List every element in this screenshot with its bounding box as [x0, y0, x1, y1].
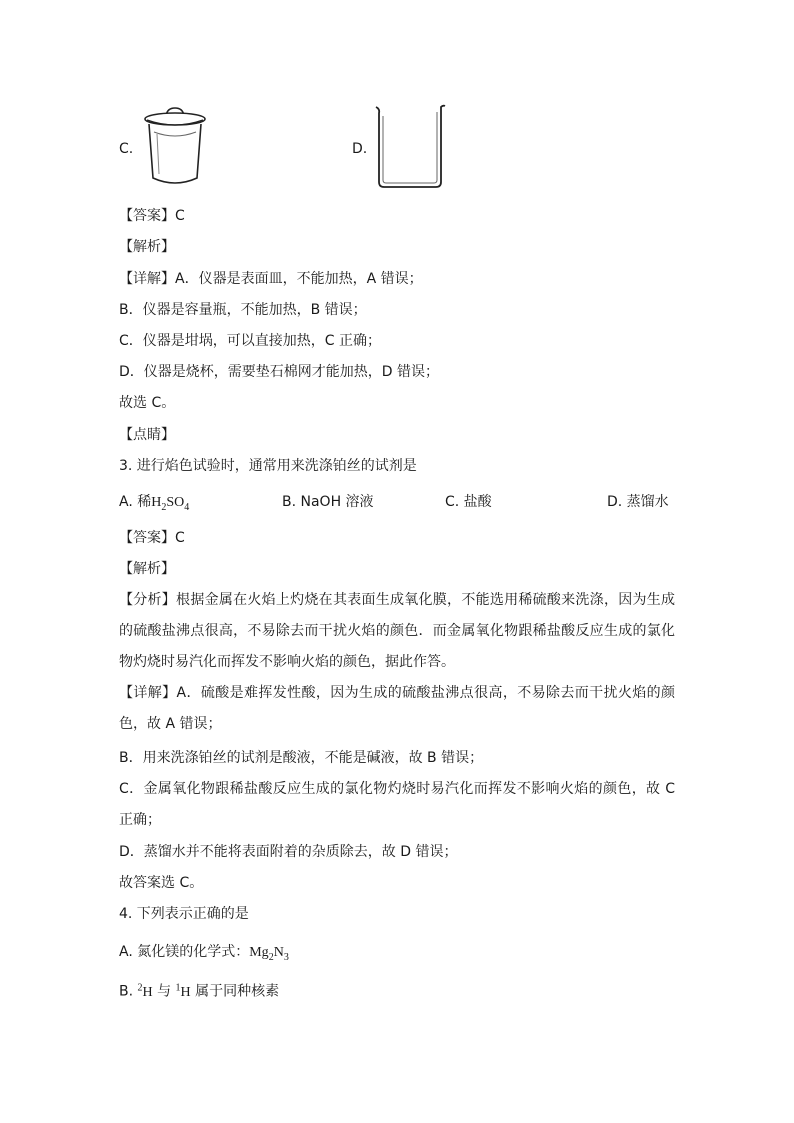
q3-detail-b: B．用来洗涤铂丝的试剂是酸液，不能是碱液，故 B 错误； — [119, 750, 484, 766]
beaker-icon — [372, 104, 448, 190]
q4-option-b — [119, 978, 279, 1003]
q2-comment-heading: 【点睛】 — [119, 427, 175, 443]
q3-option-a-formula: $H_2SO_4$ — [151, 495, 190, 513]
q4-option-b-isotope-2: $^1$H — [175, 982, 191, 1000]
q2-conclusion: 故选 C。 — [119, 395, 176, 411]
q2-detail-b: B．仪器是容量瓶，不能加热，B 错误； — [119, 302, 367, 318]
option-c-label: C. — [119, 141, 134, 157]
q3-option-a-prefix: A. 稀 — [119, 494, 152, 510]
q3-analysis-heading: 【解析】 — [119, 561, 175, 577]
q3-stem: 3. 进行焰色试验时，通常用来洗涤铂丝的试剂是 — [119, 458, 417, 474]
q2-detail-d: D．仪器是烧杯，需要垫石棉网才能加热，D 错误； — [119, 364, 440, 380]
q4-option-b-isotope-1: $^2$H — [137, 982, 153, 1000]
q4-option-b-mid: 与 — [152, 983, 176, 1000]
q3-detail-c: C．金属氧化物跟稀盐酸反应生成的氯化物灼烧时易汽化而挥发不影响火焰的颜色，故 C 正确； — [119, 781, 675, 828]
crucible-icon — [140, 104, 210, 190]
q2-detail-c: C．仪器是坩埚，可以直接加热，C 正确； — [119, 333, 381, 349]
q4-option-b-prefix: B. — [119, 983, 138, 1000]
q2-answer: 【答案】C — [119, 208, 185, 224]
q4-option-a — [119, 942, 289, 968]
q4-option-a-prefix: A. 氮化镁的化学式： — [119, 944, 250, 960]
q3-answer: 【答案】C — [119, 530, 185, 546]
q2-detail-a: 【详解】A．仪器是表面皿，不能加热，A 错误； — [119, 271, 423, 287]
q4-option-a-formula: $Mg_2N_3$ — [249, 945, 289, 963]
q3-option-c: C. 盐酸 — [445, 494, 492, 510]
q4-option-b-suffix: 属于同种核素 — [190, 983, 280, 1000]
q3-conclusion: 故答案选 C。 — [119, 875, 204, 891]
q3-detail-a: 【详解】A．硫酸是难挥发性酸，因为生成的硫酸盐沸点很高，不易除去而干扰火焰的颜色，故 A 错误； — [119, 685, 675, 732]
q3-option-a — [119, 492, 189, 518]
q3-detail-d: D．蒸馏水并不能将表面附着的杂质除去，故 D 错误； — [119, 844, 458, 860]
q2-analysis-heading: 【解析】 — [119, 239, 175, 255]
q4-stem: 4. 下列表示正确的是 — [119, 906, 249, 922]
option-d-label: D. — [352, 141, 368, 157]
q3-option-b: B. NaOH 溶液 — [282, 494, 374, 510]
q3-fenxi: 【分析】根据金属在火焰上灼烧在其表面生成氧化膜，不能选用稀硫酸来洗涤，因为生成的硫酸盐沸点很高，不易除去而干扰火焰的颜色．而金属氧化物跟稀盐酸反应生成的氯化物灼烧时易汽化而挥发不影响火焰的颜色，据此作答。 — [119, 592, 675, 670]
q3-option-d: D. 蒸馏水 — [607, 494, 669, 510]
